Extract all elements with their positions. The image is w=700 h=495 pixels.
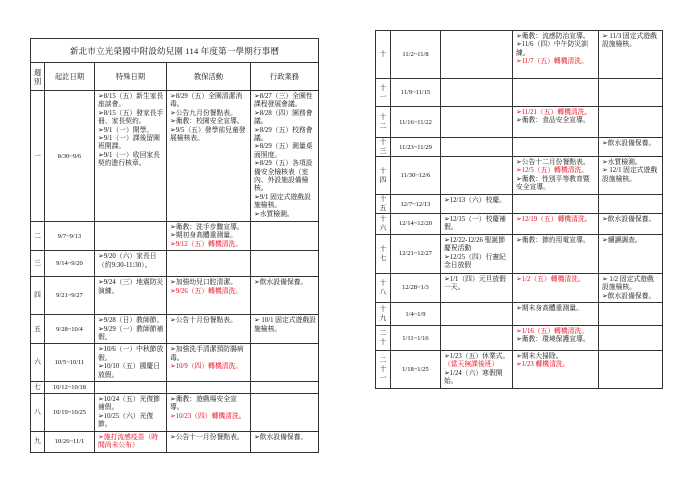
admin-task-item: ➢8/28（四）園務會議。 [254, 109, 313, 126]
week-row [31, 251, 319, 277]
date-range: 9/21~9/27 [45, 277, 95, 315]
week-number-label: 二 [34, 232, 41, 240]
week-number [376, 214, 391, 235]
care-activity-cell [513, 234, 599, 273]
admin-task-cell [251, 394, 319, 432]
admin-task-cell [599, 214, 663, 235]
column-header-special: 特殊日期 [95, 63, 167, 91]
week-row [31, 394, 319, 432]
care-activity-item: ➢8/29（五）全園清潔消毒。 [170, 93, 243, 109]
week-number-label: 九 [34, 438, 41, 446]
special-date-cell [95, 91, 167, 222]
admin-task-item: ➢ 10/1 固定式遊戲設施檢核。 [254, 317, 316, 333]
special-date-cell [95, 251, 167, 277]
week-row [376, 214, 663, 235]
date-range: 12/21~12/27 [391, 234, 441, 273]
week-row [376, 138, 663, 157]
date-range: 11/30~12/6 [391, 157, 441, 195]
week-number [376, 273, 391, 302]
week-number [376, 303, 391, 326]
week-number-label: 十二 [379, 114, 387, 130]
admin-task-cell [599, 273, 663, 302]
week-number-label: 十五 [379, 196, 387, 212]
care-activity-item: ➢衛教：遊戲場安全宣導。 [170, 396, 237, 412]
week-row [376, 234, 663, 273]
special-date-cell [441, 273, 513, 302]
care-activity-item: ➢衛教：性別平等教育暨安全宣導。 [516, 175, 590, 192]
date-range: 11/9~11/15 [391, 79, 441, 107]
special-date-item: ➢8/15（五）新生家長座談會。 [98, 93, 164, 109]
special-date-cell [441, 138, 513, 157]
care-activity-item: ➢1/23 轉機清洗。 [516, 361, 570, 369]
special-date-cell [95, 431, 167, 452]
week-number-label: 十四 [379, 167, 387, 184]
admin-task-item: ➢飲水設備保養。 [602, 140, 656, 147]
admin-task-cell [251, 315, 319, 344]
week-row [376, 79, 663, 107]
admin-task-item: ➢ 1/2 固定式遊戲設施檢核。 [602, 275, 654, 292]
week-number-label: 三 [34, 260, 41, 268]
admin-task-cell [599, 234, 663, 273]
special-date-item: （當天無課後班） [444, 361, 499, 369]
care-activity-cell [167, 344, 251, 382]
admin-task-item: ➢ 12/1 固定式遊戲設施檢核。 [602, 167, 658, 183]
week-row [376, 195, 663, 214]
week-number-label: 一 [34, 152, 41, 160]
week-number [376, 195, 391, 214]
care-activity-item: ➢衛教：洗手步驟宣導。 [170, 224, 244, 231]
admin-task-item: ➢9/1 固定式遊戲設施檢核。 [254, 193, 311, 210]
header-row [31, 63, 319, 91]
week-number [376, 157, 391, 195]
care-activity-item: ➢加強幼兒口腔清潔。 [170, 279, 237, 287]
care-activity-item: ➢期末大掃除。 [516, 353, 563, 361]
week-number-label: 七 [34, 384, 41, 392]
admin-task-item: ➢飲水設備保養。 [254, 279, 308, 287]
special-date-item: ➢10/25（六）光復節。 [98, 412, 154, 429]
week-number [31, 222, 45, 251]
admin-task-item: ➢8/27（三）全園性課程發展會議。 [254, 93, 313, 109]
admin-task-cell [599, 351, 663, 389]
week-row [376, 31, 663, 79]
week-number [376, 326, 391, 351]
special-date-item: ➢9/24（三）地震防災演練。 [98, 279, 164, 295]
admin-task-cell [599, 157, 663, 195]
semester-calendar-table-part-2 [375, 30, 663, 389]
week-row [31, 382, 319, 394]
special-date-item: ➢9/29（一）教師節補假。 [98, 325, 164, 342]
admin-task-item: ➢8/29（五）校務會議。 [254, 126, 313, 143]
care-activity-item: ➢12/19（五）轉機清洗。 [516, 216, 592, 223]
care-activity-cell [513, 31, 599, 79]
care-activity-cell [513, 157, 599, 195]
week-number [31, 277, 45, 315]
title-row [31, 39, 319, 63]
admin-task-cell [251, 277, 319, 315]
week-number-label: 十八 [379, 279, 387, 296]
care-activity-cell [513, 351, 599, 389]
care-activity-item: ➢衛教：校園安全宣導。 [170, 118, 244, 126]
special-date-item: ➢1/24（六）寒假開始。 [444, 369, 503, 386]
date-range: 9/7~9/13 [45, 222, 95, 251]
week-number [376, 138, 391, 157]
special-date-item: ➢9/20（六）家長日（約9:30-11:30）。 [98, 253, 157, 269]
week-number-label: 二十 [379, 330, 387, 347]
date-range: 10/19~10/25 [45, 394, 95, 432]
column-header-activities: 教保活動 [167, 63, 251, 91]
special-date-item: ➢12/25（四）行憲紀念日放假 [444, 253, 506, 270]
admin-task-cell [251, 344, 319, 382]
admin-task-item: ➢8/29（五）測量桌面照度。 [254, 143, 313, 159]
week-row [376, 107, 663, 138]
admin-task-item: ➢ 11/3 固定式遊戲設施檢核。 [602, 33, 657, 49]
care-activity-item: ➢衛教：環境保護宣導。 [516, 336, 590, 344]
admin-task-cell [599, 138, 663, 157]
care-activity-item: ➢公告十一月份餐點表。 [170, 433, 244, 441]
date-range: 9/14~9/20 [45, 251, 95, 277]
week-number [376, 31, 391, 79]
special-date-cell [441, 326, 513, 351]
week-row [376, 273, 663, 302]
special-date-cell [95, 222, 167, 251]
special-date-item: ➢9/1（一）開學。 [98, 126, 154, 134]
date-range: 10/26~11/1 [45, 431, 95, 452]
special-date-item: ➢1/1（四）元旦放假一天。 [444, 275, 506, 292]
admin-task-cell [599, 107, 663, 138]
special-date-cell [95, 382, 167, 394]
care-activity-item: ➢9/5（五）發學前兒童發展檢核表。 [170, 126, 246, 143]
care-activity-item: ➢9/12（五）轉機清洗。 [170, 240, 243, 248]
special-date-item: ➢10/10（五）國慶日放假。 [98, 363, 160, 379]
date-range: 8/30~9/6 [45, 91, 95, 222]
care-activity-item: ➢公告十二月份餐點表。 [516, 159, 590, 166]
care-activity-cell [513, 107, 599, 138]
document-title: 新北市立光榮國中附設幼兒園 114 年度第一學期行事曆 [31, 39, 319, 63]
care-activity-item: ➢公告九月份餐點表。 [170, 109, 237, 117]
week-number-label: 十一 [379, 84, 387, 101]
column-header-week [31, 63, 45, 91]
care-activity-item: ➢10/9（四）轉機清洗。 [170, 363, 243, 371]
admin-task-cell [599, 195, 663, 214]
week-number-label: 十九 [379, 306, 387, 323]
care-activity-cell [167, 315, 251, 344]
care-activity-item: ➢11/7（五）轉機清洗。 [516, 58, 588, 66]
week-number [31, 315, 45, 344]
date-range: 10/12~10/18 [45, 382, 95, 394]
date-range: 11/16~11/22 [391, 107, 441, 138]
special-date-item: ➢9/1（一）課後留園班開課。 [98, 135, 160, 151]
column-header-dates: 起訖日期 [45, 63, 95, 91]
week-number [376, 107, 391, 138]
care-activity-cell [513, 195, 599, 214]
special-date-cell [95, 394, 167, 432]
special-date-item: ➢9/1（一）收回家長契約進行核章。 [98, 151, 160, 168]
special-date-item: ➢施打流感疫苗（時間尚未公布） [98, 433, 159, 450]
week-number [31, 382, 45, 394]
special-date-cell [441, 303, 513, 326]
date-range: 1/18~1/25 [391, 351, 441, 389]
week-row [31, 315, 319, 344]
care-activity-item: ➢加強洗手清潔預防腸病毒。 [170, 346, 244, 362]
column-header-week-label: 週別 [33, 67, 42, 86]
care-activity-cell [513, 273, 599, 302]
week-number [376, 234, 391, 273]
special-date-cell [441, 351, 513, 389]
care-activity-item: ➢期初身高體重測量。 [170, 232, 237, 240]
week-row [31, 431, 319, 452]
admin-task-item: ➢飲水設備保養。 [602, 216, 656, 223]
week-number-label: 十七 [379, 245, 387, 262]
week-number-label: 十三 [379, 139, 387, 155]
care-activity-cell [513, 138, 599, 157]
care-activity-item: ➢衛教：食品安全宣導。 [516, 117, 590, 125]
date-range: 9/28~10/4 [45, 315, 95, 344]
care-activity-item: ➢期末身高體重測量。 [516, 305, 583, 313]
care-activity-item: ➢10/23（四）轉機清洗。 [170, 412, 246, 420]
week-number-label: 二十一 [379, 356, 387, 382]
date-range: 1/4~1/9 [391, 303, 441, 326]
admin-task-cell [251, 431, 319, 452]
week-row [376, 351, 663, 389]
admin-task-item: ➢續讀調查。 [602, 236, 642, 244]
admin-task-cell [599, 31, 663, 79]
week-number [31, 344, 45, 382]
week-number-label: 八 [34, 408, 41, 416]
week-number [376, 79, 391, 107]
admin-task-cell [599, 79, 663, 107]
admin-task-cell [251, 222, 319, 251]
week-row [376, 157, 663, 195]
date-range: 12/14~12/20 [391, 214, 441, 235]
admin-task-cell [251, 251, 319, 277]
special-date-cell [441, 214, 513, 235]
care-activity-item: ➢衛教：流感防治宣導。 [516, 33, 590, 40]
date-range: 11/2~11/8 [391, 31, 441, 79]
week-number [31, 251, 45, 277]
special-date-cell [95, 315, 167, 344]
special-date-item: ➢9/28（日）教師節。 [98, 317, 164, 325]
week-row [31, 277, 319, 315]
date-range: 1/11~1/16 [391, 326, 441, 351]
special-date-cell [441, 195, 513, 214]
admin-task-cell [599, 303, 663, 326]
special-date-item: ➢8/15（五）發家長手冊、家長契約。 [98, 109, 164, 126]
week-number-label: 十 [379, 51, 387, 58]
semester-calendar-table-part-1 [30, 38, 319, 453]
care-activity-cell [167, 394, 251, 432]
admin-task-cell [251, 382, 319, 394]
care-activity-item: ➢衛教：節約用電宣導。 [516, 236, 590, 244]
admin-task-item: ➢8/29（五）各項設備安全檢核表（室內、外設施設備檢核。 [254, 160, 313, 193]
care-activity-item: ➢9/26（五）轉機清洗。 [170, 287, 243, 295]
special-date-cell [441, 79, 513, 107]
admin-task-cell [599, 326, 663, 351]
date-range: 12/28~1/3 [391, 273, 441, 302]
care-activity-cell [513, 326, 599, 351]
care-activity-cell [513, 79, 599, 107]
date-range: 11/23~11/29 [391, 138, 441, 157]
special-date-item: ➢12/13（六）校慶。 [444, 197, 506, 204]
care-activity-cell [167, 251, 251, 277]
admin-task-item: ➢水質檢測。 [254, 210, 294, 218]
date-range: 12/7~12/13 [391, 195, 441, 214]
week-number-label: 五 [34, 325, 41, 333]
week-number-label: 十六 [379, 215, 387, 232]
special-date-item: ➢12/15（一）校慶補假。 [444, 216, 506, 232]
care-activity-item: ➢1/2（五）轉機清洗。 [516, 275, 585, 283]
care-activity-item: ➢公告十月份餐點表。 [170, 317, 237, 325]
care-activity-cell [167, 91, 251, 222]
week-number [31, 431, 45, 452]
week-row [31, 222, 319, 251]
admin-task-cell [251, 91, 319, 222]
admin-task-item: ➢水質檢測。 [602, 159, 642, 166]
special-date-item: ➢1/23（五）休業式。 [444, 353, 510, 361]
week-row [376, 326, 663, 351]
week-row [376, 303, 663, 326]
special-date-cell [441, 234, 513, 273]
special-date-item: ➢12/22-12/26 聖誕節慶祝活動 [444, 236, 506, 253]
care-activity-item: ➢12/5（五）轉機清洗。 [516, 167, 589, 175]
special-date-cell [441, 107, 513, 138]
column-header-admin: 行政業務 [251, 63, 319, 91]
care-activity-cell [167, 431, 251, 452]
special-date-cell [95, 277, 167, 315]
week-number-label: 六 [34, 359, 41, 367]
special-date-cell [441, 157, 513, 195]
care-activity-item: ➢1/16（五）轉機清洗。 [516, 328, 589, 336]
special-date-cell [441, 31, 513, 79]
care-activity-cell [167, 222, 251, 251]
care-activity-cell [167, 382, 251, 394]
week-row [31, 91, 319, 222]
date-range: 10/5~10/11 [45, 344, 95, 382]
week-number [376, 351, 391, 389]
special-date-item: ➢10/6（一）中秋節放假。 [98, 346, 164, 362]
care-activity-cell [513, 214, 599, 235]
week-number [31, 394, 45, 432]
special-date-item: ➢10/24（五）光復節補假。 [98, 396, 160, 412]
admin-task-item: ➢飲水設備保養。 [254, 433, 308, 441]
care-activity-item: ➢11/6（四）中午防災訓練。 [516, 41, 588, 57]
week-number [31, 91, 45, 222]
week-row [31, 344, 319, 382]
special-date-cell [95, 344, 167, 382]
admin-task-item: ➢飲水設備保養。 [602, 292, 656, 300]
care-activity-cell [513, 303, 599, 326]
week-number-label: 四 [34, 292, 41, 300]
care-activity-item: ➢11/21（五）轉機清洗。 [516, 109, 592, 116]
care-activity-cell [167, 277, 251, 315]
